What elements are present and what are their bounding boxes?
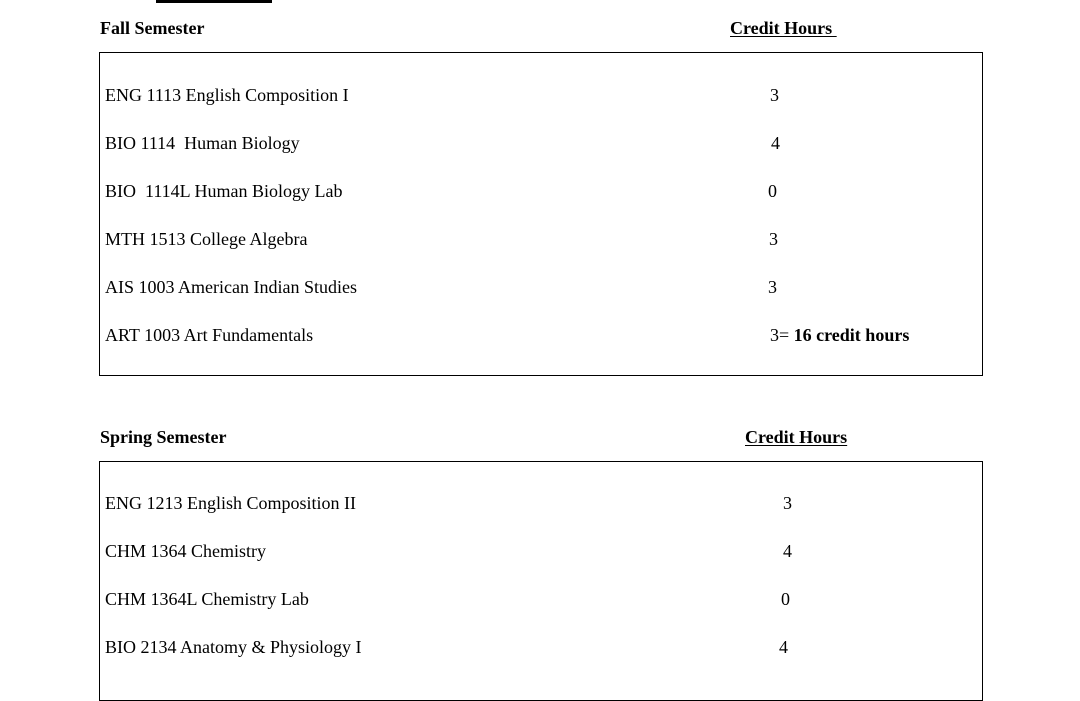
course-credits: 3 [769,229,778,249]
table-row [100,83,982,107]
table-row [100,179,982,203]
course-name: ENG 1213 English Composition II [105,493,356,513]
course-credits: 0 [768,181,777,201]
course-credits: 0 [781,589,790,609]
spring-semester-heading: Spring Semester [100,427,227,447]
course-credits: 4 [779,637,788,657]
course-name: ENG 1113 English Composition I [105,85,349,105]
course-name: CHM 1364L Chemistry Lab [105,589,309,609]
table-row [100,539,982,563]
table-row [100,587,982,611]
fall-course-table [99,52,983,376]
course-name: CHM 1364 Chemistry [105,541,267,561]
spring-credit-hours-heading: Credit Hours [745,427,848,447]
table-row [100,491,982,515]
course-credits: 3= [770,325,790,345]
top-rule [156,0,272,3]
course-name: MTH 1513 College Algebra [105,229,308,249]
course-credits-total [770,323,909,347]
table-row [100,275,982,299]
fall-semester-heading: Fall Semester [100,18,205,38]
course-credits: 4 [771,133,780,153]
course-credits: 3 [783,493,792,513]
spring-course-table [99,461,983,701]
course-name: BIO 2134 Anatomy & Physiology I [105,637,362,657]
course-name: BIO 1114L Human Biology Lab [105,181,343,201]
table-row [100,323,982,347]
course-name: ART 1003 Art Fundamentals [105,325,314,345]
course-credits: 4 [783,541,792,561]
table-row [100,635,982,659]
semester-total: 16 credit hours [789,325,910,345]
fall-credit-hours-heading: Credit Hours [730,18,837,38]
course-name: BIO 1114 Human Biology [105,133,300,153]
course-name: AIS 1003 American Indian Studies [105,277,357,297]
course-credits: 3 [770,85,779,105]
table-row [100,131,982,155]
course-credits: 3 [768,277,777,297]
table-row [100,227,982,251]
